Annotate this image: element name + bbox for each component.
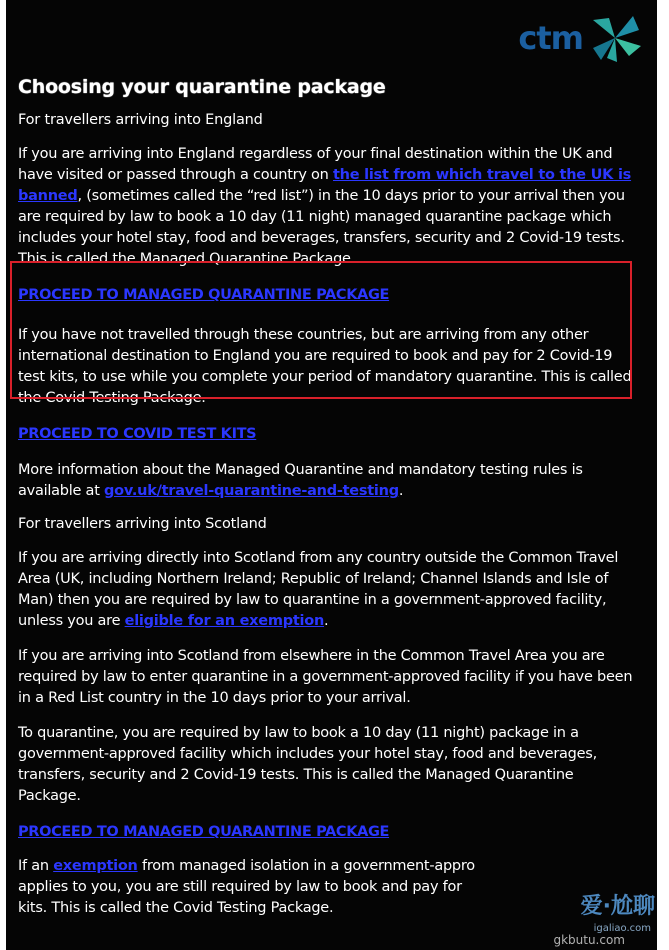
exemption-eligibility-link[interactable]: eligible for an exemption	[124, 613, 325, 629]
scotland-paragraph-2: If you are arriving into Scotland from elsewhere in the Common Travel Area you are required by law to enter quarantine in a government-approved facility if you have been in a Red List country in the 10 days prior to your arrival.	[18, 648, 633, 706]
england-paragraph-3	[18, 460, 634, 502]
main-content	[18, 76, 634, 933]
scotland-p4-text-c: applies to you, you are still required by law to book and pay for	[18, 879, 462, 895]
watermark-domain: igaliao.com	[593, 923, 651, 934]
ctm-logo[interactable]	[518, 12, 643, 64]
watermark-domain-2: gkbutu.com	[553, 933, 625, 947]
england-heading: For travellers arriving into England	[18, 112, 263, 128]
gov-uk-link[interactable]: gov.uk/travel-quarantine-and-testing	[104, 483, 399, 499]
england-p3-text-b: .	[398, 483, 404, 499]
scotland-paragraph-1	[18, 548, 634, 632]
england-p3-text-a: More information about the Managed Quarantine and mandatory testing rules is available at	[18, 462, 583, 499]
scotland-heading: For travellers arriving into Scotland	[18, 516, 267, 532]
scotland-p1-text-b: .	[324, 613, 329, 629]
watermark	[515, 886, 665, 948]
england-paragraph-2: If you have not travelled through these countries, but are arriving from any other international destination to England you are required to book and pay for 2 Covid-19 test kits, to use while you complete your period of mandatory quarantine. This is called the Covid Testing Package.	[18, 327, 632, 406]
page-frame	[6, 0, 657, 950]
logo-wordmark: ctm	[518, 19, 583, 57]
scotland-p4-text-d: kits. This is called the Covid Testing Package.	[18, 900, 334, 916]
proceed-covid-test-kits-button[interactable]: PROCEED TO COVID TEST KITS	[18, 426, 257, 442]
proceed-managed-quarantine-button-scotland[interactable]: PROCEED TO MANAGED QUARANTINE PACKAGE	[18, 824, 390, 840]
scotland-p1-text-a: If you are arriving directly into Scotland from any country outside the Common Travel Area (UK, including Northern Ireland; Republic of Ireland; Channel Islands and Isle of Man) then you are required by law to quarantine in a government-approved facility, unless you are	[18, 550, 619, 629]
england-p1-text-b: , (sometimes called the “red list”) in the 10 days prior to your arrival then you are required by law to book a 10 day (11 night) managed quarantine package which includes your hotel stay, food and beverages, transfers, security and 2 Covid-19 tests. This is called the Managed Quarantine Package.	[18, 188, 625, 267]
page-title: Choosing your quarantine package	[18, 76, 386, 98]
red-list-link[interactable]: the list from which travel to the UK is banned	[18, 167, 632, 204]
england-p1-text-a: If you are arriving into England regardless of your final destination within the UK and have visited or passed through a country on	[18, 146, 613, 183]
england-paragraph-1	[18, 144, 634, 270]
scotland-p4-text-b: from managed isolation in a government-appro	[137, 858, 475, 874]
scotland-p4-text-a: If an	[18, 858, 54, 874]
scotland-paragraph-3: To quarantine, you are required by law to book a 10 day (11 night) package in a government-approved facility which includes your hotel stay, food and beverages, transfers, security and 2 Covid-19 tests. This is called the Managed Quarantine Package.	[18, 725, 597, 804]
logo-star-icon	[587, 12, 643, 64]
watermark-text: 爱·尬聊	[580, 894, 655, 919]
exemption-link[interactable]: exemption	[53, 858, 138, 874]
proceed-managed-quarantine-button[interactable]: PROCEED TO MANAGED QUARANTINE PACKAGE	[18, 287, 390, 303]
